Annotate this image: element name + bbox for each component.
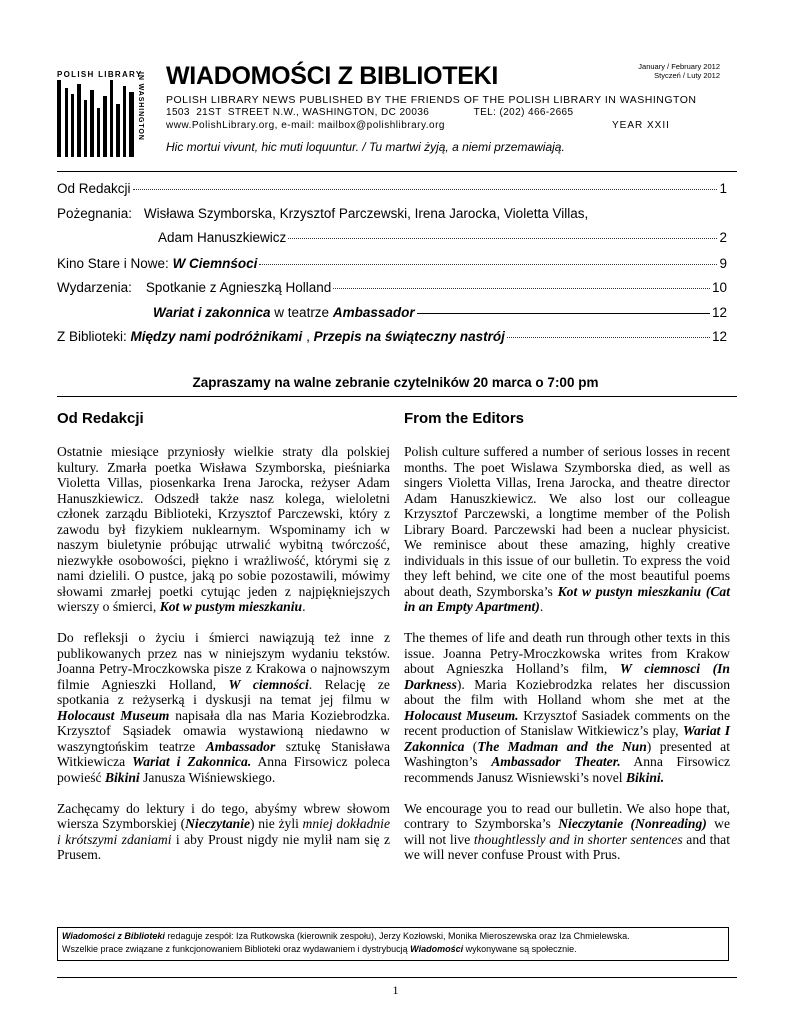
left-column-heading: Od Redakcji (57, 410, 144, 427)
subtitle: POLISH LIBRARY NEWS PUBLISHED BY THE FRIENDS OF THE POLISH LIBRARY IN WASHINGTON (166, 94, 697, 106)
toc-prefix: Z Biblioteki: (57, 329, 131, 344)
toc-title: Między nami podróżnikami (130, 329, 303, 344)
issue-date-en: January / February 2012 (638, 62, 720, 71)
toc-label: Wisława Szymborska, Krzysztof Parczewski, Irena Jarocka, Violetta Villas, (143, 206, 589, 221)
left-column-body (57, 444, 390, 878)
toc-title: Ambassador (332, 305, 415, 320)
toc-prefix: Pożegnania: (57, 206, 133, 221)
toc-page: 2 (719, 230, 727, 245)
library-logo (57, 80, 135, 157)
toc-label: Kino Stare i Nowe: (57, 256, 173, 271)
toc-row (57, 329, 727, 344)
toc-leader (133, 189, 718, 190)
section-divider (57, 396, 737, 397)
toc-leader (288, 238, 717, 239)
toc-leader (333, 288, 710, 289)
page-number: 1 (392, 983, 399, 997)
toc-leader (417, 313, 710, 314)
volume-year: YEAR XXII (612, 120, 670, 131)
toc-page: 1 (719, 181, 727, 196)
toc-row (153, 305, 727, 320)
newsletter-title: WIADOMOŚCI Z BIBLIOTEKI (166, 62, 498, 90)
toc-page: 12 (711, 329, 727, 344)
toc-title: W Ciemnśoci (172, 256, 258, 271)
motto: Hic mortui vivunt, hic muti loquuntur. / Tu martwi żyją, a niemi przemawiają. (166, 140, 565, 154)
toc-prefix: Wydarzenia: (57, 280, 132, 295)
paragraph: The themes of life and death run through other texts in this issue. Joanna Petry-Mroczkowska writes from Krakow about Agnieszka Holland’s film, W ciemnosci (In Darkness). Maria Koziebrodzka relates her discussion about the film with Holland whom she met at the Holocaust Museum. Krzysztof Sasiadek comments on the recent production of Stanislaw Witkiewicz’s play, Wariat I Zakonnica (The Madman and the Nun) presented at Washington’s Ambassador Theater. Anna Firsowicz recommends Janusz Wisniewski’s novel Bikini. (404, 630, 730, 785)
editorial-team-line: Wiadomości z Biblioteki redaguje zespół: Iza Rutkowska (kierownik zespołu), Jerzy Kozłowski, Monika Mieroszewska oraz Iza Chmielewska. (62, 931, 630, 941)
toc-label: Adam Hanuszkiewicz (158, 230, 287, 245)
address-line: 1503 21ST STREET N.W., WASHINGTON, DC 20036 TEL: (202) 466-2665 (166, 107, 574, 118)
contact-line: www.PolishLibrary.org, e-mail: mailbox@polishlibrary.org (166, 120, 445, 131)
toc-label: w teatrze (270, 305, 333, 320)
toc-row (57, 181, 727, 196)
logo-text: POLISH LIBRARY (57, 70, 143, 79)
volunteer-note: Wszelkie prace związane z funkcjonowaniem Biblioteki oraz wydawaniem i dystrybucją Wiadomości wykonywane są społecznie. (62, 944, 577, 954)
toc-page: 12 (711, 305, 727, 320)
toc-title: Przepis na świąteczny nastrój (313, 329, 505, 344)
toc-row (158, 230, 727, 245)
meeting-invitation: Zapraszamy na walne zebranie czytelników 20 marca o 7:00 pm (192, 375, 599, 390)
toc-label: Od Redakcji (57, 181, 131, 196)
editorial-team-box (57, 927, 729, 961)
toc-title: Wariat i zakonnica (153, 305, 271, 320)
paragraph: Zachęcamy do lektury i do tego, abyśmy wbrew słowom wiersza Szymborskiej (Nieczytanie) nie żyli mniej dokładnie i krótszymi zdaniami i aby Proust nigdy nie mylił nam się z Prusem. (57, 800, 390, 862)
paragraph: Polish culture suffered a number of serious losses in recent months. The poet Wislawa Szymborska died, as well as singers Violetta Villas, Irena Jarocka, and theatre director Adam Hanuszkiewicz. We also lost our colleague Krzysztof Parczewski, a longtime member of the Polish Library Board. Parczewski had been a nuclear physicist. We reminisce about these amazing, highly creative individuals in this issue of our bulletin. To express the void they left behind, we cite one of the most beautiful poems about death, Szymborska’s Kot w pustyn mieszkaniu (Cat in an Empty Apartment). (404, 444, 730, 614)
paragraph: Do refleksji o życiu i śmierci nawiązują też inne z publikowanych przez nas w niniejszym wydaniu tekstów. Joanna Petry-Mroczkowska pisze z Krakowa o najnowszym filmie Agnieszki Holland, W ciemności. Relację ze spotkania z reżyserką i dyskusji na temat jej filmu w Holocaust Museum napisała dla nas Maria Koziebrodzka. Krzysztof Sąsiadek omawia wystawioną niedawno w waszyngtońskim teatrze Ambassador sztukę Stanisława Witkiewicza Wariat i Zakonnica. Anna Firsowicz poleca powieść Bikini Janusza Wiśniewskiego. (57, 630, 391, 785)
logo-side-text: IN WASHINGTON (137, 72, 144, 141)
issue-date-pl: Styczeń / Luty 2012 (654, 71, 720, 80)
paragraph: Ostatnie miesiące przyniosły wielkie straty dla polskiej kultury. Zmarła poetka Wisława Szymborska, pieśniarka Violetta Villas, piosenkarka Irena Jarocka, reżyser Adam Hanuszkiewicz. Odszedł także nasz kolega, wieloletni członek zarządu Biblioteki, Krzysztof Parczewski, który z zawodu był fizykiem nuklearnym. Wspominamy ich w naszym biuletynie próbując utrwalić wybitną twórczość, niezwykłe osobowości, piękno i wrażliwość, którymi się z nami dzielili. O pustce, jaką po sobie pozostawili, mówimy słowami zmarłej poetki cytując jeden z najpiękniejszych wierszy o śmierci, Kot w pustym mieszkaniu. (57, 444, 390, 614)
toc-separator: , (302, 329, 314, 344)
toc-page: 10 (711, 280, 727, 295)
toc-page: 9 (719, 256, 727, 271)
paragraph: We encourage you to read our bulletin. We also hope that, contrary to Szymborska’s Nieczytanie (Nonreading) we will not live thoughtlessly and in shorter sentences and that we will never confuse Proust with Prus. (404, 800, 731, 862)
toc-row (57, 206, 588, 221)
toc-leader (507, 337, 710, 338)
toc-leader (259, 264, 717, 265)
header-divider (57, 171, 737, 172)
toc-label: Spotkanie z Agnieszką Holland (145, 280, 332, 295)
right-column-body (404, 444, 730, 878)
toc-row (57, 280, 727, 295)
toc-row (57, 256, 727, 271)
right-column-heading: From the Editors (404, 410, 525, 427)
footer-divider (57, 977, 737, 978)
